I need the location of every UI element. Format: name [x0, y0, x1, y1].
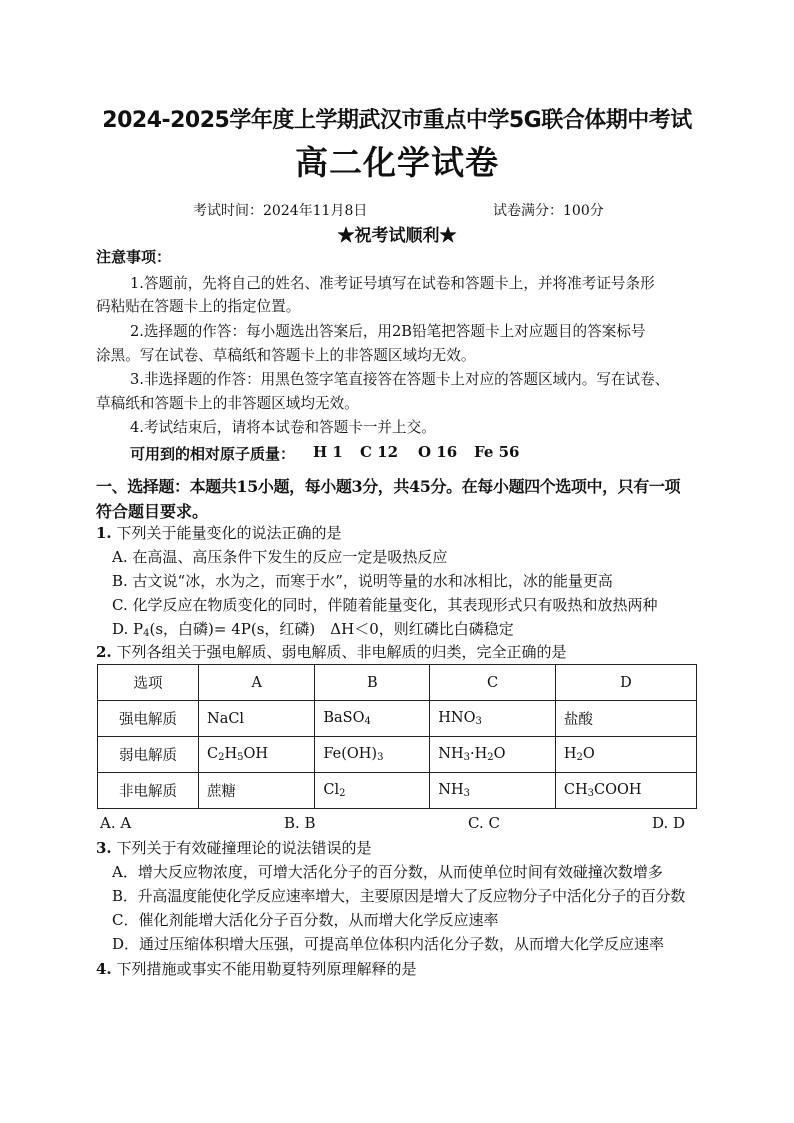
table-cell: NaCl — [199, 701, 315, 737]
notice-line: 草稿纸和答题卡上的非答题区域均无效。 — [96, 395, 359, 412]
q2-option-a: A. A — [100, 814, 132, 832]
notice-title: 注意事项： — [96, 248, 172, 266]
q2-option-c: C. C — [468, 814, 500, 832]
blessing: ★祝考试顺利★ — [337, 226, 457, 246]
q3-option-a: A．增大反应物浓度，可增大活化分子的百分数，从而使单位时间有效碰撞次数增多 — [112, 863, 663, 881]
table-row — [98, 737, 697, 773]
exam-time: 考试时间：2024年11月8日 — [193, 203, 368, 219]
table-cell: 弱电解质 — [98, 737, 199, 773]
section-heading: 一、选择题：本题共15小题，每小题3分，共45分。在每小题四个选项中，只有一项 — [96, 477, 681, 496]
question-stem: 下列措施或事实不能用勒夏特列原理解释的是 — [116, 960, 417, 978]
question-3 — [96, 837, 371, 858]
question-number: 2. — [96, 643, 112, 661]
atomic-mass-c: C 12 — [360, 443, 399, 461]
paper-title: 高二化学试卷 — [295, 143, 499, 182]
table-header-row — [98, 665, 697, 701]
notice-line: 2.选择题的作答：每小题选出答案后，用2B铅笔把答题卡上对应题目的答案标号 — [130, 323, 646, 340]
question-number: 3. — [96, 839, 112, 857]
atomic-mass-o: O 16 — [418, 443, 458, 461]
full-score: 试卷满分：100分 — [493, 203, 604, 219]
question-number: 1. — [96, 524, 112, 542]
q1-option-b: B. 古文说“冰，水为之，而寒于水”，说明等量的水和冰相比，冰的能量更高 — [112, 572, 613, 590]
table-cell: $Fe(OH)_3$ — [315, 737, 430, 773]
notice-line: 码粘贴在答题卡上的指定位置。 — [96, 298, 301, 315]
table-row — [98, 773, 697, 809]
table-cell: $NH_3$ — [430, 773, 556, 809]
table-cell: 盐酸 — [555, 701, 696, 737]
notice-line: 涂黑。写在试卷、草稿纸和答题卡上的非答题区域均无效。 — [96, 347, 476, 364]
q3-option-d: D．通过压缩体积增大压强，可提高单位体积内活化分子数，从而增大化学反应速率 — [112, 935, 665, 953]
table-cell: $CH_3COOH$ — [555, 773, 696, 809]
table-row — [98, 701, 697, 737]
q3-option-b: B．升高温度能使化学反应速率增大，主要原因是增大了反应物分子中活化分子的百分数 — [112, 887, 686, 905]
table-header-cell: D — [555, 665, 696, 701]
q3-option-c: C．催化剂能增大活化分子百分数，从而增大化学反应速率 — [112, 911, 499, 929]
notice-line: 1.答题前，先将自己的姓名、准考证号填写在试卷和答题卡上，并将准考证号条形 — [130, 275, 655, 292]
table-cell: 强电解质 — [98, 701, 199, 737]
question-4 — [96, 958, 416, 979]
notice-line: 3.非选择题的作答：用黑色签字笔直接答在答题卡上对应的答题区域内。写在试卷、 — [130, 371, 670, 388]
question-number: 4. — [96, 960, 112, 978]
table-header-cell: B — [315, 665, 430, 701]
section-heading-cont: 符合题目要求。 — [96, 502, 209, 521]
notice-line: 4.考试结束后，请将本试卷和答题卡一并上交。 — [130, 419, 436, 436]
question-stem: 下列关于能量变化的说法正确的是 — [116, 524, 342, 542]
table-cell: $HNO_3$ — [430, 701, 556, 737]
table-header-cell: A — [199, 665, 315, 701]
q1-option-d: D. $P_4(s$，白磷)= 4P(s，红磷) ΔH＜0，则红磷比白磷稳定 — [112, 620, 514, 639]
table-header-cell: 选项 — [98, 665, 199, 701]
q1-option-a: A. 在高温、高压条件下发生的反应一定是吸热反应 — [112, 548, 448, 566]
question-1 — [96, 522, 341, 543]
question-stem: 下列关于有效碰撞理论的说法错误的是 — [116, 839, 372, 857]
table-cell: $Cl_2$ — [315, 773, 430, 809]
table-cell: 蔗糖 — [199, 773, 315, 809]
atomic-mass-h: H 1 — [313, 443, 343, 461]
atomic-mass-fe: Fe 56 — [474, 443, 520, 461]
table-cell: 非电解质 — [98, 773, 199, 809]
q2-option-b: B. B — [284, 814, 316, 832]
q2-option-d: D. D — [652, 814, 686, 832]
table-cell: BaSO$_4$ — [315, 701, 430, 737]
question-2 — [96, 641, 566, 662]
q1-option-c: C. 化学反应在物质变化的同时，伴随着能量变化，其表现形式只有吸热和放热两种 — [112, 596, 658, 614]
atomic-mass-label: 可用到的相对原子质量： — [130, 445, 296, 463]
electrolyte-table — [97, 664, 697, 809]
exam-title: 2024-2025学年度上学期武汉市重点中学5G联合体期中考试 — [102, 108, 692, 133]
question-stem: 下列各组关于强电解质、弱电解质、非电解质的归类，完全正确的是 — [116, 643, 567, 661]
table-header-cell: C — [430, 665, 556, 701]
table-cell: $H_2O$ — [555, 737, 696, 773]
table-cell: $C_2H_5OH$ — [199, 737, 315, 773]
table-cell: $NH_3\cdot H_2O$ — [430, 737, 556, 773]
